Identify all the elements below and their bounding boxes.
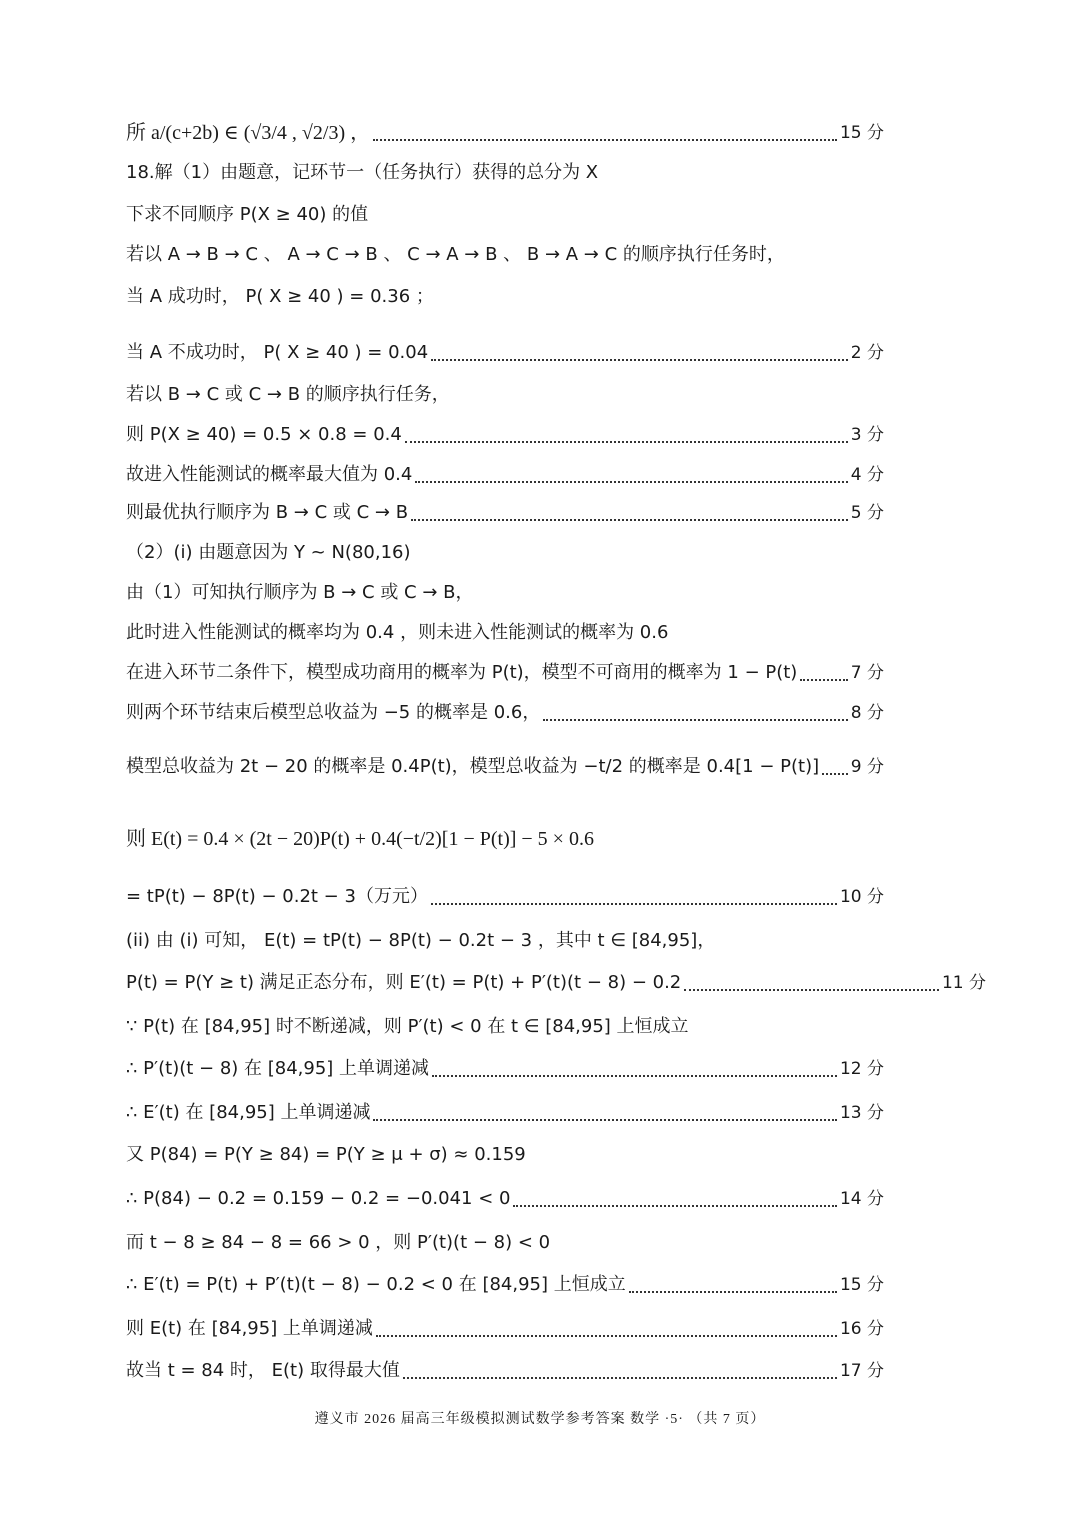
score-label: 5 分	[850, 503, 884, 523]
score-label: 14 分	[839, 1189, 884, 1209]
leader-dots	[684, 988, 939, 991]
line-text: 则两个环节结束后模型总收益为 −5 的概率是 0.6，	[126, 702, 541, 723]
line-text: 则 E(t) 在 [84,95] 上单调递减	[126, 1318, 373, 1339]
leader-dots	[431, 902, 837, 905]
leader-dots	[403, 1376, 837, 1379]
leader-dots	[405, 440, 848, 443]
leader-dots	[373, 1118, 836, 1121]
score-label: 2 分	[850, 343, 884, 363]
score-label: 15 分	[839, 123, 884, 143]
line-12	[126, 578, 884, 604]
line-15	[126, 698, 884, 724]
line-21	[126, 1012, 884, 1038]
line-23	[126, 1098, 884, 1124]
line-text: 若以 A → B → C 、 A → C → B 、 C → A → B 、 B → A → C 的顺序执行任务时，	[126, 244, 785, 265]
line-24	[126, 1140, 884, 1166]
line-3	[126, 200, 884, 226]
line-19	[126, 926, 884, 952]
line-text: 由（1）可知执行顺序为 B → C 或 C → B，	[126, 582, 474, 603]
leader-dots	[629, 1290, 837, 1293]
line-6	[126, 338, 884, 364]
line-8	[126, 420, 884, 446]
score-label: 16 分	[839, 1319, 884, 1339]
line-14	[126, 658, 884, 684]
line-1	[126, 96, 884, 144]
line-text: 而 t − 8 ≥ 84 − 8 = 66 > 0 ，则 P′(t)(t − 8) < 0	[126, 1232, 551, 1253]
line-text: ∴ E′(t) = P(t) + P′(t)(t − 8) − 0.2 < 0 在 [84,95] 上恒成立	[126, 1274, 626, 1295]
line-16	[126, 748, 884, 778]
leader-dots	[373, 138, 837, 141]
line-26	[126, 1228, 884, 1254]
line-11	[126, 538, 884, 564]
line-text: 下求不同顺序 P(X ≥ 40) 的值	[126, 204, 369, 225]
score-label: 9 分	[850, 757, 884, 777]
line-text: 模型总收益为 2t − 20 的概率是 0.4P(t)，模型总收益为 −t/2 的概率是 0.4[1 − P(t)]	[126, 756, 820, 777]
line-10	[126, 498, 884, 524]
line-4	[126, 240, 884, 266]
leader-dots	[415, 480, 847, 483]
line-text: 若以 B → C 或 C → B 的顺序执行任务，	[126, 384, 450, 405]
line-28	[126, 1314, 884, 1340]
score-label: 13 分	[839, 1103, 884, 1123]
line-text: ∵ P(t) 在 [84,95] 时不断递减，则 P′(t) < 0 在 t ∈ [84,95] 上恒成立	[126, 1016, 689, 1037]
line-22	[126, 1054, 884, 1080]
line-2	[126, 158, 884, 184]
score-label: 17 分	[839, 1361, 884, 1381]
line-text: ∴ P(84) − 0.2 = 0.159 − 0.2 = −0.041 < 0	[126, 1188, 511, 1209]
line-text: 则 P(X ≥ 40) = 0.5 × 0.8 = 0.4	[126, 424, 402, 445]
score-label: 15 分	[839, 1275, 884, 1295]
leader-dots	[432, 1074, 837, 1077]
leader-dots	[513, 1204, 837, 1207]
leader-dots	[822, 772, 848, 775]
line-text: ∴ E′(t) 在 [84,95] 上单调递减	[126, 1102, 371, 1123]
score-label: 7 分	[850, 663, 884, 683]
line-text: 又 P(84) = P(Y ≥ 84) = P(Y ≥ μ + σ) ≈ 0.159	[126, 1144, 526, 1165]
line-27	[126, 1270, 884, 1296]
line-text: 当 A 成功时， P( X ≥ 40 ) = 0.36 ；	[126, 286, 434, 307]
line-25	[126, 1184, 884, 1210]
line-7	[126, 380, 884, 406]
line-29	[126, 1356, 884, 1382]
line-text: 所 a/(c+2b) ∈ (√3/4 , √2/3) ，	[126, 122, 371, 144]
score-label: 3 分	[850, 425, 884, 445]
leader-dots	[543, 718, 847, 721]
line-text: 此时进入性能测试的概率均为 0.4 ，则未进入性能测试的概率为 0.6	[126, 622, 669, 643]
leader-dots	[376, 1334, 837, 1337]
line-20	[126, 968, 986, 994]
line-5	[126, 282, 884, 308]
score-label: 11 分	[941, 973, 986, 993]
line-text: P(t) = P(Y ≥ t) 满足正态分布，则 E′(t) = P(t) + P′(t)(t − 8) − 0.2	[126, 972, 682, 993]
leader-dots	[411, 518, 848, 521]
leader-dots	[800, 678, 847, 681]
line-text: 在进入环节二条件下，模型成功商用的概率为 P(t)，模型不可商用的概率为 1 − P(t)	[126, 662, 798, 683]
line-text: 故进入性能测试的概率最大值为 0.4	[126, 464, 413, 485]
line-17	[126, 820, 884, 850]
line-text: 故当 t = 84 时， E(t) 取得最大值	[126, 1360, 400, 1381]
line-text: （2）(i) 由题意因为 Y ~ N(80,16)	[126, 542, 411, 563]
line-text: = tP(t) − 8P(t) − 0.2t − 3（万元）	[126, 886, 428, 907]
score-label: 4 分	[850, 465, 884, 485]
score-label: 10 分	[839, 887, 884, 907]
page-footer: 遵义市 2026 届高三年级模拟测试数学参考答案 数学 ·5· （共 7 页）	[314, 1412, 766, 1427]
line-text: 18.解（1）由题意，记环节一（任务执行）获得的总分为 X	[126, 162, 599, 183]
line-text: (ii) 由 (i) 可知， E(t) = tP(t) − 8P(t) − 0.2t − 3 ，其中 t ∈ [84,95]，	[126, 930, 716, 951]
line-text: 则 E(t) = 0.4 × (2t − 20)P(t) + 0.4(−t/2)[1 − P(t)] − 5 × 0.6	[126, 828, 594, 850]
line-text: 当 A 不成功时， P( X ≥ 40 ) = 0.04	[126, 342, 429, 363]
line-text: ∴ P′(t)(t − 8) 在 [84,95] 上单调递减	[126, 1058, 430, 1079]
line-13	[126, 618, 884, 644]
leader-dots	[431, 358, 848, 361]
line-18	[126, 882, 884, 908]
line-9	[126, 460, 884, 486]
score-label: 12 分	[839, 1059, 884, 1079]
line-text: 则最优执行顺序为 B → C 或 C → B	[126, 502, 409, 523]
score-label: 8 分	[850, 703, 884, 723]
